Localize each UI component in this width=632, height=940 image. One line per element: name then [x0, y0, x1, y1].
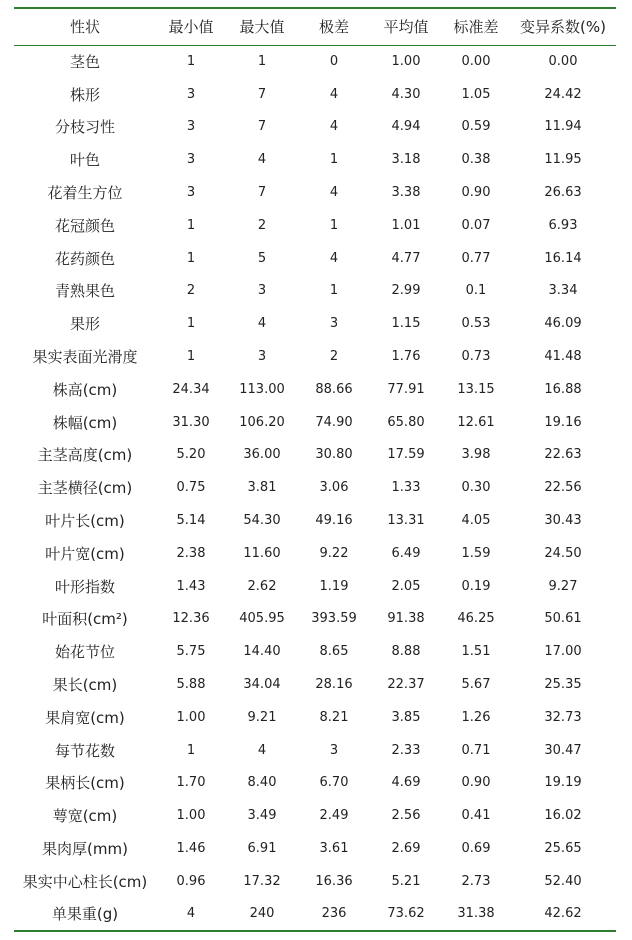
table-row: [14, 373, 616, 406]
table-row: [14, 471, 616, 504]
cell-std: 0.00: [461, 54, 491, 70]
cell-range: 0: [329, 54, 339, 70]
cell-std: 1.26: [461, 709, 491, 725]
cell-range: 49.16: [315, 513, 353, 529]
cell-std: 0.69: [461, 841, 491, 857]
cell-trait: 分枝习性: [54, 118, 115, 137]
cell-range: 4: [329, 250, 339, 266]
cell-trait: 株幅(cm): [52, 413, 118, 432]
cell-std: 4.05: [461, 513, 491, 529]
cell-max: 11.60: [243, 545, 281, 561]
table-row: [14, 78, 616, 111]
cell-std: 1.51: [461, 644, 491, 660]
cell-std: 31.38: [457, 906, 495, 922]
cell-range: 1: [329, 152, 339, 168]
cell-mean: 3.85: [391, 709, 421, 725]
table-row: [14, 143, 616, 176]
cell-trait: 主茎高度(cm): [37, 446, 133, 465]
cell-std: 5.67: [461, 677, 491, 693]
cell-range: 2: [329, 349, 339, 365]
cell-trait: 果柄长(cm): [45, 774, 125, 793]
cell-min: 1.00: [176, 709, 206, 725]
header-range: 极差: [318, 18, 349, 37]
cell-min: 1: [186, 217, 196, 233]
cell-mean: 1.76: [391, 349, 421, 365]
cell-std: 1.59: [461, 545, 491, 561]
cell-min: 4: [186, 906, 196, 922]
cell-min: 2.38: [176, 545, 206, 561]
cell-cv: 19.19: [544, 775, 582, 791]
cell-range: 3: [329, 742, 339, 758]
cell-min: 24.34: [172, 381, 210, 397]
table-row: [14, 898, 616, 931]
cell-trait: 叶面积(cm²): [42, 610, 128, 629]
cell-mean: 3.38: [391, 185, 421, 201]
cell-std: 12.61: [457, 414, 495, 430]
cell-cv: 42.62: [544, 906, 582, 922]
cell-trait: 单果重(g): [51, 905, 119, 924]
cell-range: 1: [329, 217, 339, 233]
cell-std: 0.90: [461, 185, 491, 201]
cell-max: 3: [257, 283, 267, 299]
cell-range: 6.70: [319, 775, 349, 791]
table-header: [14, 8, 616, 45]
cell-range: 236: [321, 906, 347, 922]
table-body: [14, 45, 616, 931]
table-row: [14, 799, 616, 832]
table-row: [14, 307, 616, 340]
cell-std: 46.25: [457, 611, 495, 627]
cell-trait: 叶片长(cm): [45, 512, 125, 531]
cell-mean: 22.37: [387, 677, 425, 693]
cell-min: 5.75: [176, 644, 206, 660]
cell-trait: 果肩宽(cm): [45, 708, 125, 727]
cell-std: 13.15: [457, 381, 495, 397]
cell-cv: 11.95: [544, 152, 582, 168]
cell-cv: 52.40: [544, 873, 582, 889]
cell-mean: 4.30: [391, 86, 421, 102]
header-max: 最大值: [239, 18, 285, 37]
cell-mean: 4.94: [391, 119, 421, 135]
cell-range: 4: [329, 119, 339, 135]
cell-range: 4: [329, 86, 339, 102]
cell-std: 0.53: [461, 316, 491, 332]
cell-min: 1.70: [176, 775, 206, 791]
cell-cv: 50.61: [544, 611, 582, 627]
cell-max: 54.30: [243, 513, 281, 529]
cell-mean: 1.15: [391, 316, 421, 332]
cell-mean: 73.62: [387, 906, 425, 922]
cell-max: 4: [257, 316, 267, 332]
cell-min: 5.14: [176, 513, 206, 529]
header-cv: 变异系数(%): [520, 18, 606, 37]
cell-trait: 主茎横径(cm): [37, 479, 133, 498]
cell-max: 6.91: [247, 841, 277, 857]
cell-max: 2: [257, 217, 267, 233]
cell-range: 74.90: [315, 414, 353, 430]
cell-cv: 32.73: [544, 709, 582, 725]
cell-mean: 2.69: [391, 841, 421, 857]
cell-cv: 41.48: [544, 349, 582, 365]
table-row: [14, 734, 616, 767]
cell-cv: 16.02: [544, 808, 582, 824]
cell-min: 1.46: [176, 841, 206, 857]
cell-range: 9.22: [319, 545, 349, 561]
cell-trait: 果实表面光滑度: [32, 348, 138, 367]
cell-std: 3.98: [461, 447, 491, 463]
cell-mean: 8.88: [391, 644, 421, 660]
cell-std: 0.59: [461, 119, 491, 135]
cell-cv: 6.93: [548, 217, 578, 233]
cell-mean: 2.33: [391, 742, 421, 758]
cell-mean: 4.69: [391, 775, 421, 791]
cell-min: 3: [186, 119, 196, 135]
table-row: [14, 832, 616, 865]
header-mean: 平均值: [383, 18, 429, 37]
cell-mean: 77.91: [387, 381, 425, 397]
cell-max: 1: [257, 54, 267, 70]
table-row: [14, 767, 616, 800]
cell-trait: 果肉厚(mm): [42, 840, 128, 859]
cell-trait: 每节花数: [54, 741, 115, 760]
cell-mean: 2.99: [391, 283, 421, 299]
header-row: [14, 8, 616, 45]
cell-min: 1.43: [176, 578, 206, 594]
cell-min: 3: [186, 152, 196, 168]
trait-statistics-table-container: [14, 7, 616, 932]
cell-mean: 3.18: [391, 152, 421, 168]
cell-min: 1: [186, 54, 196, 70]
cell-range: 1: [329, 283, 339, 299]
cell-trait: 叶形指数: [54, 577, 115, 596]
cell-range: 30.80: [315, 447, 353, 463]
cell-range: 3: [329, 316, 339, 332]
cell-mean: 5.21: [391, 873, 421, 889]
cell-max: 405.95: [239, 611, 285, 627]
cell-std: 0.38: [461, 152, 491, 168]
cell-range: 4: [329, 185, 339, 201]
table-row: [14, 176, 616, 209]
cell-mean: 2.05: [391, 578, 421, 594]
cell-min: 12.36: [172, 611, 210, 627]
cell-range: 393.59: [311, 611, 357, 627]
cell-range: 2.49: [319, 808, 349, 824]
table-row: [14, 275, 616, 308]
table-row: [14, 340, 616, 373]
cell-trait: 叶色: [69, 151, 100, 170]
table-row: [14, 635, 616, 668]
cell-max: 106.20: [239, 414, 285, 430]
table-row: [14, 668, 616, 701]
table-row: [14, 603, 616, 636]
cell-max: 3.49: [247, 808, 277, 824]
table-row: [14, 865, 616, 898]
cell-cv: 22.56: [544, 480, 582, 496]
table-row: [14, 406, 616, 439]
cell-cv: 11.94: [544, 119, 582, 135]
cell-trait: 青熟果色: [54, 282, 115, 301]
cell-max: 3.81: [247, 480, 277, 496]
cell-range: 28.16: [315, 677, 353, 693]
cell-cv: 22.63: [544, 447, 582, 463]
cell-cv: 26.63: [544, 185, 582, 201]
cell-trait: 花冠颜色: [54, 216, 115, 235]
cell-mean: 13.31: [387, 513, 425, 529]
table-row: [14, 111, 616, 144]
cell-std: 0.73: [461, 349, 491, 365]
cell-mean: 17.59: [387, 447, 425, 463]
table-row: [14, 570, 616, 603]
cell-trait: 萼宽(cm): [52, 807, 118, 826]
cell-cv: 19.16: [544, 414, 582, 430]
cell-min: 0.96: [176, 873, 206, 889]
cell-range: 8.21: [319, 709, 349, 725]
cell-mean: 1.00: [391, 54, 421, 70]
table-row: [14, 242, 616, 275]
header-std: 标准差: [453, 18, 499, 37]
cell-cv: 9.27: [548, 578, 578, 594]
cell-range: 8.65: [319, 644, 349, 660]
cell-cv: 0.00: [548, 54, 578, 70]
cell-range: 3.06: [319, 480, 349, 496]
cell-cv: 25.65: [544, 841, 582, 857]
cell-std: 1.05: [461, 86, 491, 102]
cell-cv: 17.00: [544, 644, 582, 660]
table-row: [14, 701, 616, 734]
cell-mean: 91.38: [387, 611, 425, 627]
cell-min: 1: [186, 316, 196, 332]
cell-mean: 4.77: [391, 250, 421, 266]
cell-trait: 果长(cm): [52, 676, 118, 695]
cell-std: 0.71: [461, 742, 491, 758]
cell-cv: 24.42: [544, 86, 582, 102]
cell-mean: 1.01: [391, 217, 421, 233]
cell-range: 16.36: [315, 873, 353, 889]
table-row: [14, 439, 616, 472]
cell-max: 5: [257, 250, 267, 266]
cell-std: 0.30: [461, 480, 491, 496]
cell-cv: 30.47: [544, 742, 582, 758]
table-row: [14, 537, 616, 570]
cell-max: 2.62: [247, 578, 277, 594]
cell-min: 1: [186, 349, 196, 365]
cell-range: 1.19: [319, 578, 349, 594]
cell-min: 1.00: [176, 808, 206, 824]
cell-std: 0.07: [461, 217, 491, 233]
cell-min: 5.88: [176, 677, 206, 693]
cell-std: 0.90: [461, 775, 491, 791]
cell-trait: 始花节位: [54, 643, 115, 662]
cell-min: 31.30: [172, 414, 210, 430]
cell-max: 113.00: [239, 381, 285, 397]
cell-cv: 25.35: [544, 677, 582, 693]
cell-min: 2: [186, 283, 196, 299]
header-trait: 性状: [69, 18, 100, 37]
header-min: 最小值: [168, 18, 214, 37]
cell-cv: 46.09: [544, 316, 582, 332]
cell-std: 0.19: [461, 578, 491, 594]
cell-trait: 株高(cm): [52, 380, 118, 399]
cell-min: 0.75: [176, 480, 206, 496]
table-row: [14, 209, 616, 242]
cell-min: 3: [186, 86, 196, 102]
cell-max: 8.40: [247, 775, 277, 791]
cell-cv: 16.14: [544, 250, 582, 266]
cell-max: 4: [257, 742, 267, 758]
cell-max: 240: [249, 906, 275, 922]
cell-max: 7: [257, 86, 267, 102]
table-row: [14, 504, 616, 537]
cell-min: 3: [186, 185, 196, 201]
cell-range: 88.66: [315, 381, 353, 397]
cell-mean: 6.49: [391, 545, 421, 561]
cell-trait: 花着生方位: [47, 184, 123, 203]
cell-min: 1: [186, 250, 196, 266]
cell-trait: 叶片宽(cm): [45, 544, 125, 563]
cell-mean: 65.80: [387, 414, 425, 430]
cell-cv: 24.50: [544, 545, 582, 561]
cell-range: 3.61: [319, 841, 349, 857]
cell-max: 14.40: [243, 644, 281, 660]
cell-max: 7: [257, 185, 267, 201]
cell-cv: 30.43: [544, 513, 582, 529]
cell-max: 9.21: [247, 709, 277, 725]
cell-max: 36.00: [243, 447, 281, 463]
table-row: [14, 45, 616, 78]
cell-cv: 3.34: [548, 283, 578, 299]
cell-trait: 果形: [69, 315, 100, 334]
cell-mean: 2.56: [391, 808, 421, 824]
cell-max: 7: [257, 119, 267, 135]
cell-min: 5.20: [176, 447, 206, 463]
cell-max: 34.04: [243, 677, 281, 693]
cell-std: 2.73: [461, 873, 491, 889]
cell-std: 0.41: [461, 808, 491, 824]
cell-cv: 16.88: [544, 381, 582, 397]
cell-trait: 茎色: [69, 53, 100, 72]
cell-max: 17.32: [243, 873, 281, 889]
cell-min: 1: [186, 742, 196, 758]
cell-trait: 果实中心柱长(cm): [22, 872, 148, 891]
cell-trait: 株形: [69, 85, 100, 104]
cell-mean: 1.33: [391, 480, 421, 496]
cell-max: 3: [257, 349, 267, 365]
cell-std: 0.77: [461, 250, 491, 266]
cell-trait: 花药颜色: [54, 249, 115, 268]
trait-statistics-table: [14, 7, 616, 932]
cell-std: 0.1: [465, 283, 487, 299]
cell-max: 4: [257, 152, 267, 168]
